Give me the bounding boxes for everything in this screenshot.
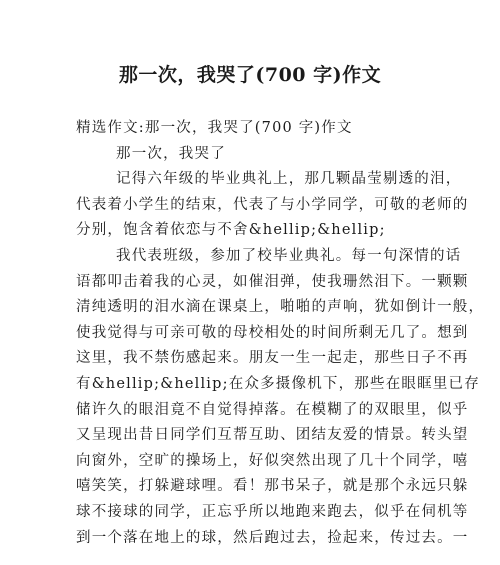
paragraph-line: 清纯透明的泪水滴在课桌上，啪啪的声响，犹如倒计一般， xyxy=(76,299,485,316)
paragraph-line: 嘻笑笑，打躲避球哩。看！那书呆子，就是那个永远只躲 xyxy=(76,478,469,495)
paragraph-line: 向窗外，空旷的操场上，好似突然出现了几十个同学，嘻 xyxy=(76,452,469,469)
paragraph-line: 我代表班级，参加了校毕业典礼。每一句深情的话 xyxy=(116,247,462,264)
paragraph-line: 记得六年级的毕业典礼上，那几颗晶莹剔透的泪， xyxy=(116,171,462,188)
meta-line: 精选作文:那一次，我哭了(700 字)作文 xyxy=(76,120,353,136)
paragraph-line: 使我觉得与可亲可敬的母校相处的时间所剩无几了。想到 xyxy=(76,324,469,341)
document-title: 那一次，我哭了(700 字)作文 xyxy=(118,64,382,86)
paragraph-line: 又呈现出昔日同学们互帮互助、团结友爱的情景。转头望 xyxy=(76,427,469,444)
paragraph-2 xyxy=(76,244,485,551)
paragraph-line: 分别，饱含着依恋与不舍&hellip;&hellip; xyxy=(76,222,386,239)
paragraph-1 xyxy=(76,167,469,244)
paragraph-line: 有&hellip;&hellip;在众多摄像机下，那些在眼眶里已存 xyxy=(76,375,480,392)
essay-subtitle: 那一次，我哭了 xyxy=(116,145,226,162)
document-body xyxy=(76,116,485,551)
paragraph-line: 球不接球的同学，正忘乎所以地跑来跑去，似乎在伺机等 xyxy=(76,503,469,520)
paragraph-line: 语都叩击着我的心灵，如催泪弹，使我珊然泪下。一颗颗 xyxy=(76,273,469,290)
paragraph-line: 这里，我不禁伤感起来。朋友一生一起走，那些日子不再 xyxy=(76,350,469,367)
paragraph-line: 代表着小学生的结束，代表了与小学同学，可敬的老师的 xyxy=(76,196,469,213)
paragraph-line: 储许久的眼泪竟不自觉得掉落。在模糊了的双眼里，似乎 xyxy=(76,401,469,418)
paragraph-line: 到一个落在地上的球，然后跑过去，捡起来，传过去。一 xyxy=(76,529,469,546)
